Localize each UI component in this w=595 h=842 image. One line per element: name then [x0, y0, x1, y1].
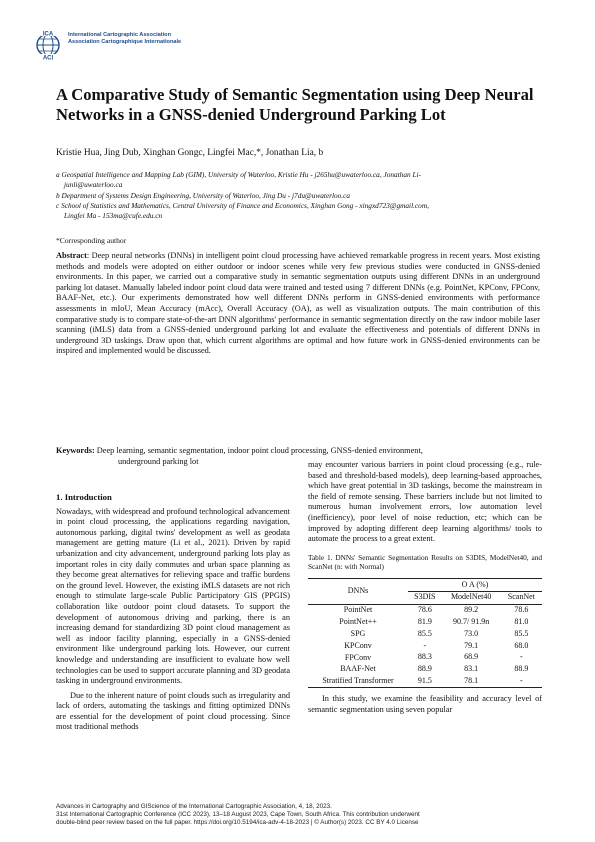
table-cell-modelnet40: 89.2 — [464, 605, 479, 615]
table-cell-scannet: 81.0 — [514, 616, 529, 626]
intro-paragraph-2: Due to the inherent nature of point clouds such as irregularity and lack of orders, automating the taskings and fitting optimized DNNs are essential for the development of point cloud processing. Since most traditional methods — [56, 690, 290, 732]
table-cell-s3dis: 91.5 — [408, 675, 442, 687]
logo-bottom-text: ACI — [42, 55, 54, 60]
table-cell-dnn: Stratified Transformer — [308, 675, 408, 687]
table-row — [308, 652, 542, 664]
footer-line-3: double-blind peer review based on the full paper. https://doi.org/10.5194/ica-adv-4-18-2023 | © Author(s) 2023. CC BY 4.0 License — [56, 819, 419, 826]
table-row — [308, 640, 542, 652]
table-cell-dnn: KPConv — [344, 640, 372, 650]
page-footer — [56, 803, 546, 827]
table-header-dnns: DNNs — [308, 578, 408, 604]
table-cell-scannet: 68.0 — [514, 640, 529, 650]
table-row — [308, 675, 542, 687]
table-cell-modelnet40: 83.1 — [464, 664, 479, 674]
right-column — [308, 460, 542, 715]
table-cell-dnn: PointNet++ — [339, 617, 377, 627]
affiliation-a: a Geospatial Intelligence and Mapping Lab (GIM), University of Waterloo, Kristie Hu - j265hu@uwaterloo.ca, Jonathan Li- — [56, 170, 421, 179]
section-heading-introduction: 1. Introduction — [56, 492, 112, 502]
left-column — [56, 492, 290, 733]
footer-line-1: Advances in Cartography and GIScience of the International Cartographic Association, 4, 18, 2023. — [56, 803, 332, 810]
author-list: Kristie Hua, Jing Dub, Xinghan Gongc, Lingfei Mac,*, Jonathan Lia, b — [56, 148, 324, 158]
table-cell-scannet: - — [501, 675, 542, 687]
table-cell-modelnet40: 68.9 — [464, 652, 479, 662]
table-cell-scannet: 85.5 — [514, 628, 529, 638]
table-1-caption: Table 1. DNNs' Semantic Segmentation Results on S3DIS, ModelNet40, and ScanNet (n: with Normal) — [308, 552, 542, 572]
abstract-text: : Deep neural networks (DNNs) in intelligent point cloud processing have achieved remarkable progress in recent years. Most existing methods and models were adopted on either outdoor or indoor scenes while very few previous studies were conducted in GNSS-denied environments. In this paper, we carried out a comparative study in semantic segmentation outputs using different DNNs in an underground parking lot dataset. Manually labeled indoor point cloud data were trained and tested using 7 different DNNs (e.g. PointNet, KPConv, FPConv, BAAF-Net, etc.). Our experiments demonstrated how well different DNNs perform in GNSS-denied environments with performance assessments in mIoU, Mean Accuracy (mAcc), Overall Accuracy (OA), as well as visualization outputs. The main contribution of this comparative study is to compare state-of-the-art DNN algorithms' performance in semantic segmentation directly on the raw indoor mobile laser scanning (iMLS) data from a GNSS-denied underground parking lot and evaluate the effectiveness and potentials of different DNNs in underground 3D taskings. Draw upon that, which current algorithms are optimal and how future work in GNSS-denied environments can be inspired and implemented would be discussed. — [56, 251, 540, 356]
table-cell-s3dis: 88.3 — [417, 652, 432, 662]
table-cell-scannet: 88.9 — [514, 664, 529, 674]
table-header-modelnet40: ModelNet40 — [442, 591, 501, 604]
intro-paragraph-4: In this study, we examine the feasibility and accuracy level of semantic segmentation using seven popular — [308, 694, 542, 714]
intro-paragraph-1: Nowadays, with widespread and profound technological advancement in point cloud processing, the applications regarding navigation, autonomous parking, digital twins' development as well as geodata management are getting mature (Li et al., 2021). Driven by rapid urbanization and city advancement, underground parking lots play as important roles in city daily commutes and urban space planning as they become great alternatives for relieving space and traffic burdens on the ground level. However, the existing iMLS datasets are not rich enough to stimulate large-scale Public Participatory GIS (PPGIS) collaboration like outdoor point cloud datasets. To support the development of autonomous driving and parking, there is an increasing demand for standardizing 3D point cloud management as well as indoor facility planning, especially in a GNSS-denied environment like underground parking lots. However, our current knowledge and understanding are insufficient to evaluate how well technologies can be used to support accurate planning and 3D geodata tasking in underground environments. — [56, 506, 290, 686]
table-cell-s3dis: 81.9 — [417, 616, 432, 626]
table-cell-modelnet40: 90.7/ 91.9n — [453, 616, 490, 626]
footer-line-2: 31st International Cartographic Conference (ICC 2023), 13–18 August 2023, Cape Town, South Africa. This contribution underwent — [56, 811, 420, 818]
paper-title: A Comparative Study of Semantic Segmentation using Deep Neural Networks in a GNSS-denied Underground Parking Lot — [56, 85, 534, 124]
corresponding-note: *Corresponding author — [56, 236, 127, 245]
affiliation-c-cont: Lingfei Ma - 153ma@cufe.edu.cn — [64, 211, 163, 221]
table-cell-dnn: PointNet — [343, 605, 373, 615]
org-name-en: International Cartographic Association — [68, 32, 171, 38]
intro-paragraph-3: may encounter various barriers in point cloud processing (e.g., rule-based and threshold-based models), deep learning-based approaches, which have great potential in 3D taskings, become the mainstream in the field of remote sensing. These barriers include but not limited to numerous human involvement errors, low automation level (inefficiency), poor level of noise reduction, etc; which can be improved by adopting different deep learning algorithms/ tools to automate the process to a great extent. — [308, 460, 542, 544]
table-row — [308, 616, 542, 628]
affiliation-c: c School of Statistics and Mathematics, Central University of Finance and Economics, Xinghan Gong - xingxd723@gmail.com, — [56, 200, 429, 210]
table-row — [308, 604, 542, 616]
table-row — [308, 628, 542, 640]
abstract — [56, 251, 540, 357]
org-name-fr: Association Cartographique Internationale — [68, 39, 182, 45]
table-header-oa: O A (%) — [408, 578, 542, 591]
table-cell-s3dis: 85.5 — [417, 628, 432, 638]
table-cell-s3dis: 78.6 — [417, 605, 432, 615]
table-header-s3dis: S3DIS — [408, 591, 442, 604]
table-cell-s3dis: - — [423, 640, 427, 650]
table-cell-scannet: 78.6 — [514, 605, 529, 615]
org-name — [68, 32, 181, 46]
table-1-body — [308, 604, 542, 688]
abstract-label: Abstract — [56, 251, 87, 260]
table-header-scannet: ScanNet — [501, 591, 542, 604]
table-cell-modelnet40: 78.1 — [442, 675, 501, 687]
keywords-line2: underground parking lot — [118, 456, 199, 466]
table-cell-scannet: - — [519, 652, 523, 662]
table-1 — [308, 578, 542, 688]
table-cell-s3dis: 88.9 — [417, 664, 432, 674]
logo-top-text: ICA — [42, 31, 54, 38]
ica-globe-logo — [33, 30, 63, 60]
table-cell-dnn: BAAF-Net — [340, 664, 376, 674]
table-cell-modelnet40: 79.1 — [464, 640, 479, 650]
table-cell-dnn: FPConv — [344, 652, 372, 662]
table-row — [308, 664, 542, 676]
keywords-line1: Deep learning, semantic segmentation, indoor point cloud processing, GNSS-denied environment, — [94, 446, 423, 455]
keywords-label: Keywords: — [56, 446, 95, 455]
affiliation-b: b Department of Systems Design Engineering, University of Waterloo, Jing Du - j7du@uwaterloo.ca — [56, 190, 351, 200]
affiliations — [56, 170, 526, 221]
table-cell-modelnet40: 73.0 — [464, 628, 479, 638]
table-cell-dnn: SPG — [350, 629, 366, 639]
affiliation-a-cont: junli@uwaterloo.ca — [64, 180, 123, 190]
